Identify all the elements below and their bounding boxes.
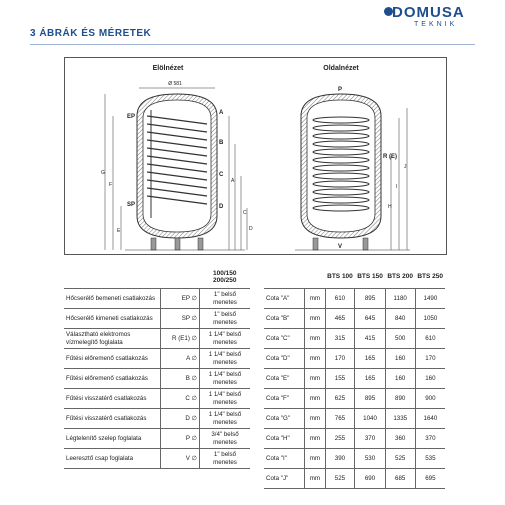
dimension-cota: Cota "A" (264, 289, 305, 309)
dimension-cota: Cota "D" (264, 349, 305, 369)
connection-sym: B ∅ (161, 369, 200, 389)
dimension-value: 610 (415, 329, 445, 349)
label-ep: EP (127, 114, 136, 120)
dimension-row (264, 369, 445, 389)
domusa-logo (384, 4, 496, 30)
connections-table (64, 266, 250, 469)
dimension-cota: Cota "H" (264, 429, 305, 449)
label-d: D (219, 204, 224, 210)
label-a: A (219, 110, 224, 116)
section-title: 3 ÁBRÁK ÉS MÉRETEK (30, 28, 152, 39)
dim-letter-g: G (101, 170, 105, 176)
connection-desc: Légtelenítő szelep foglalata (64, 429, 161, 449)
dimension-value: 160 (415, 369, 445, 389)
label-c: C (219, 172, 224, 178)
connection-size: 1" belső menetes (200, 449, 251, 469)
dimension-row (264, 469, 445, 489)
connection-desc: Választható elektromos vízmelegítő foglalata (64, 329, 161, 349)
dimensions-table (264, 266, 445, 489)
connection-row (64, 389, 250, 409)
connection-desc: Fűtési előremenő csatlakozás (64, 369, 161, 389)
dimension-value: 535 (415, 449, 445, 469)
connection-size: 1 1/4" belső menetes (200, 329, 251, 349)
connection-size: 1 1/4" belső menetes (200, 349, 251, 369)
label-p: P (338, 87, 343, 93)
dimension-value: 315 (325, 329, 355, 349)
connection-size: 1 1/4" belső menetes (200, 369, 251, 389)
dimension-unit: mm (305, 369, 325, 389)
connection-desc: Leeresztő csap foglalata (64, 449, 161, 469)
dimension-unit: mm (305, 409, 325, 429)
dimension-cota: Cota "E" (264, 369, 305, 389)
title-rule (30, 44, 475, 45)
connection-row (64, 329, 250, 349)
connection-desc: Fűtési előremenő csatlakozás (64, 349, 161, 369)
connection-row (64, 409, 250, 429)
drawing-svg (65, 58, 446, 254)
diameter-label: Ø 581 (168, 81, 182, 87)
dim-header-0: BTS 100 (327, 273, 353, 281)
dimension-value: 500 (385, 329, 415, 349)
dimension-value: 525 (385, 449, 415, 469)
connections-header-row (64, 266, 250, 289)
connection-size: 3/4" belső menetes (200, 429, 251, 449)
dimension-value: 160 (385, 369, 415, 389)
connection-sym: P ∅ (161, 429, 200, 449)
dimension-value: 415 (355, 329, 385, 349)
dimension-cota: Cota "J" (264, 469, 305, 489)
connection-sym: R (E1) ∅ (161, 329, 200, 349)
dim-letter-f: F (109, 182, 113, 188)
connection-sym: C ∅ (161, 389, 200, 409)
connections-header-line2: 200/250 (213, 277, 237, 284)
dimension-unit: mm (305, 429, 325, 449)
dimension-row (264, 429, 445, 449)
connections-header-line1: 100/150 (213, 269, 237, 277)
dim-letter-c: C (243, 210, 247, 216)
connection-sym: EP ∅ (161, 289, 200, 309)
connection-desc: Fűtési visszatérő csatlakozás (64, 389, 161, 409)
dimension-value: 765 (325, 409, 355, 429)
dimension-value: 645 (355, 309, 385, 329)
connection-row (64, 349, 250, 369)
dimension-value: 360 (385, 429, 415, 449)
dimension-value: 530 (355, 449, 385, 469)
label-r-e: R (E) (383, 154, 397, 160)
connection-desc: Hőcserélő bemeneti csatlakozás (64, 289, 161, 309)
dimension-value: 155 (325, 369, 355, 389)
dimension-value: 160 (385, 349, 415, 369)
dimension-value: 255 (325, 429, 355, 449)
dim-letter-d: D (249, 226, 253, 232)
connection-size: 1 1/4" belső menetes (200, 409, 251, 429)
dimension-value: 1490 (415, 289, 445, 309)
dim-header-3: BTS 250 (417, 273, 443, 281)
dimension-row (264, 309, 445, 329)
dim-letter-i: I (396, 184, 398, 190)
side-leg-left (313, 238, 318, 250)
dimension-cota: Cota "F" (264, 389, 305, 409)
connection-sym: A ∅ (161, 349, 200, 369)
dimension-value: 1050 (415, 309, 445, 329)
dimension-unit: mm (305, 449, 325, 469)
dim-letter-h: H (388, 204, 392, 210)
side-view-title: Oldalnézet (323, 65, 359, 72)
dimension-row (264, 409, 445, 429)
label-v: V (338, 244, 343, 250)
side-dimension-lines (391, 108, 407, 250)
logo-sub-text: TEKNIK (414, 21, 458, 28)
dim-letter-j: J (404, 164, 407, 170)
dim-header-2: BTS 200 (387, 273, 414, 281)
technical-drawing (64, 57, 447, 255)
dimension-value: 895 (355, 389, 385, 409)
connection-size: 1 1/4" belső menetes (200, 389, 251, 409)
dimension-value: 895 (355, 289, 385, 309)
dimension-value: 890 (385, 389, 415, 409)
dimension-unit: mm (305, 389, 325, 409)
connection-row (64, 289, 250, 309)
dimension-value: 170 (325, 349, 355, 369)
front-leg-mid (175, 238, 180, 250)
dimension-value: 840 (385, 309, 415, 329)
connection-row (64, 309, 250, 329)
dimension-value: 695 (415, 469, 445, 489)
connection-row (64, 449, 250, 469)
front-leg-right (198, 238, 203, 250)
dimension-value: 625 (325, 389, 355, 409)
dimension-cota: Cota "I" (264, 449, 305, 469)
connections-header (200, 266, 251, 289)
dimensions-header-row (264, 266, 445, 289)
front-view-title: Elölnézet (152, 65, 184, 72)
dimension-value: 165 (355, 349, 385, 369)
dimension-cota: Cota "C" (264, 329, 305, 349)
dimension-value: 1180 (385, 289, 415, 309)
dimension-value: 370 (415, 429, 445, 449)
label-sp: SP (127, 202, 136, 208)
connection-row (64, 369, 250, 389)
connection-size: 1" belső menetes (200, 309, 251, 329)
dimension-value: 610 (325, 289, 355, 309)
dimension-value: 1040 (355, 409, 385, 429)
dimension-value: 900 (415, 389, 445, 409)
dimension-unit: mm (305, 309, 325, 329)
dimension-cota: Cota "G" (264, 409, 305, 429)
dim-letter-a: A (231, 178, 235, 184)
dimension-value: 685 (385, 469, 415, 489)
dimension-unit: mm (305, 469, 325, 489)
dimension-row (264, 329, 445, 349)
dim-letter-e: E (117, 228, 121, 234)
connection-desc: Fűtési visszatérő csatlakozás (64, 409, 161, 429)
connection-sym: D ∅ (161, 409, 200, 429)
dimension-value: 370 (355, 429, 385, 449)
dimension-unit: mm (305, 349, 325, 369)
connection-sym: SP ∅ (161, 309, 200, 329)
dimension-row (264, 389, 445, 409)
label-b: B (219, 140, 224, 146)
connection-sym: V ∅ (161, 449, 200, 469)
dimension-row (264, 349, 445, 369)
logo-brand-text: DOMUSA (392, 4, 465, 21)
front-leg-left (151, 238, 156, 250)
dimension-value: 690 (355, 469, 385, 489)
connection-desc: Hőcserélő kimeneti csatlakozás (64, 309, 161, 329)
dimension-unit: mm (305, 329, 325, 349)
dimension-value: 465 (325, 309, 355, 329)
connection-row (64, 429, 250, 449)
dimension-value: 1640 (415, 409, 445, 429)
side-leg-right (363, 238, 368, 250)
dimension-value: 165 (355, 369, 385, 389)
dimension-value: 170 (415, 349, 445, 369)
dimension-value: 390 (325, 449, 355, 469)
dimension-value: 1335 (385, 409, 415, 429)
dimension-value: 525 (325, 469, 355, 489)
dimension-row (264, 289, 445, 309)
connection-size: 1" belső menetes (200, 289, 251, 309)
dimension-unit: mm (305, 289, 325, 309)
dimension-row (264, 449, 445, 469)
dimension-cota: Cota "B" (264, 309, 305, 329)
dim-header-1: BTS 150 (357, 273, 383, 281)
